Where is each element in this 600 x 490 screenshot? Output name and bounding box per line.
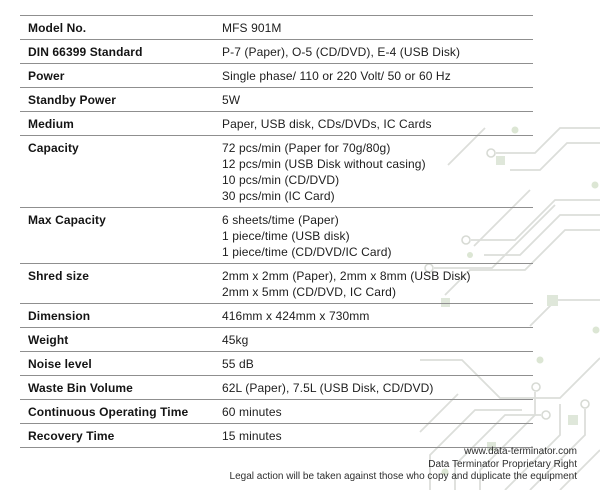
spec-row-values xyxy=(222,212,533,260)
spec-table-row xyxy=(20,375,533,399)
spec-row-value-line: 62L (Paper), 7.5L (USB Disk, CD/DVD) xyxy=(222,381,434,395)
spec-row-value-line: 12 pcs/min (USB Disk without casing) xyxy=(222,157,426,171)
spec-row-values xyxy=(222,116,533,132)
spec-row-values xyxy=(222,380,533,396)
spec-row-values xyxy=(222,140,533,204)
spec-row-value-line: 2mm x 5mm (CD/DVD, IC Card) xyxy=(222,285,397,299)
footer-line: Data Terminator Proprietary Right xyxy=(428,458,577,470)
spec-row-values xyxy=(222,404,533,420)
footer xyxy=(230,446,577,484)
spec-row-values xyxy=(222,68,533,84)
spec-row-values xyxy=(222,428,533,444)
spec-row-label: DIN 66399 Standard xyxy=(28,45,143,59)
spec-row-value-line: 55 dB xyxy=(222,357,254,371)
spec-row-label: Capacity xyxy=(28,141,79,155)
spec-row-value-line: 6 sheets/time (Paper) xyxy=(222,213,339,227)
spec-table-row xyxy=(20,399,533,423)
footer-line: www.data-terminator.com xyxy=(464,446,577,457)
spec-row-value-line: 60 minutes xyxy=(222,405,282,419)
spec-table-row xyxy=(20,39,533,63)
spec-row-label: Power xyxy=(28,69,65,83)
spec-table-row xyxy=(20,135,533,207)
spec-row-value-line: P-7 (Paper), O-5 (CD/DVD), E-4 (USB Disk) xyxy=(222,45,461,59)
spec-row-values xyxy=(222,92,533,108)
spec-row-value-line: Single phase/ 110 or 220 Volt/ 50 or 60 Hz xyxy=(222,69,451,83)
spec-table-row xyxy=(20,111,533,135)
spec-table-row xyxy=(20,423,533,447)
spec-table-row xyxy=(20,63,533,87)
spec-table-row xyxy=(20,263,533,303)
spec-row-values xyxy=(222,268,533,300)
spec-table-row xyxy=(20,15,533,39)
spec-row-label: Standby Power xyxy=(28,93,116,107)
spec-row-values xyxy=(222,44,533,60)
spec-row-values xyxy=(222,356,533,372)
spec-row-value-line: Paper, USB disk, CDs/DVDs, IC Cards xyxy=(222,117,432,131)
spec-row-label: Dimension xyxy=(28,309,91,323)
spec-table-row xyxy=(20,327,533,351)
spec-table-row xyxy=(20,351,533,375)
spec-row-label: Shred size xyxy=(28,269,90,283)
spec-row-value-line: 5W xyxy=(222,93,241,107)
spec-table-row xyxy=(20,207,533,263)
spec-row-label: Waste Bin Volume xyxy=(28,381,133,395)
spec-row-values xyxy=(222,308,533,324)
spec-row-label: Noise level xyxy=(28,357,92,371)
footer-line: Legal action will be taken against those who copy and duplicate the equipment xyxy=(229,471,577,482)
spec-row-value-line: 416mm x 424mm x 730mm xyxy=(222,309,370,323)
spec-row-values xyxy=(222,20,533,36)
spec-row-value-line: 30 pcs/min (IC Card) xyxy=(222,189,335,203)
spec-row-label: Weight xyxy=(28,333,69,347)
spec-row-value-line: 45kg xyxy=(222,333,249,347)
spec-row-value-line: 2mm x 2mm (Paper), 2mm x 8mm (USB Disk) xyxy=(222,269,471,283)
spec-row-label: Max Capacity xyxy=(28,213,106,227)
spec-row-values xyxy=(222,332,533,348)
spec-row-label: Medium xyxy=(28,117,74,131)
spec-row-label: Model No. xyxy=(28,21,87,35)
spec-row-label: Recovery Time xyxy=(28,429,115,443)
spec-row-value-line: 1 piece/time (USB disk) xyxy=(222,229,350,243)
spec-table-row xyxy=(20,87,533,111)
spec-row-label: Continuous Operating Time xyxy=(28,405,189,419)
spec-row-value-line: MFS 901M xyxy=(222,21,282,35)
spec-table xyxy=(20,15,533,448)
spec-row-value-line: 15 minutes xyxy=(222,429,282,443)
spec-row-value-line: 1 piece/time (CD/DVD/IC Card) xyxy=(222,245,392,259)
spec-table-row xyxy=(20,303,533,327)
spec-row-value-line: 72 pcs/min (Paper for 70g/80g) xyxy=(222,141,391,155)
spec-row-value-line: 10 pcs/min (CD/DVD) xyxy=(222,173,340,187)
